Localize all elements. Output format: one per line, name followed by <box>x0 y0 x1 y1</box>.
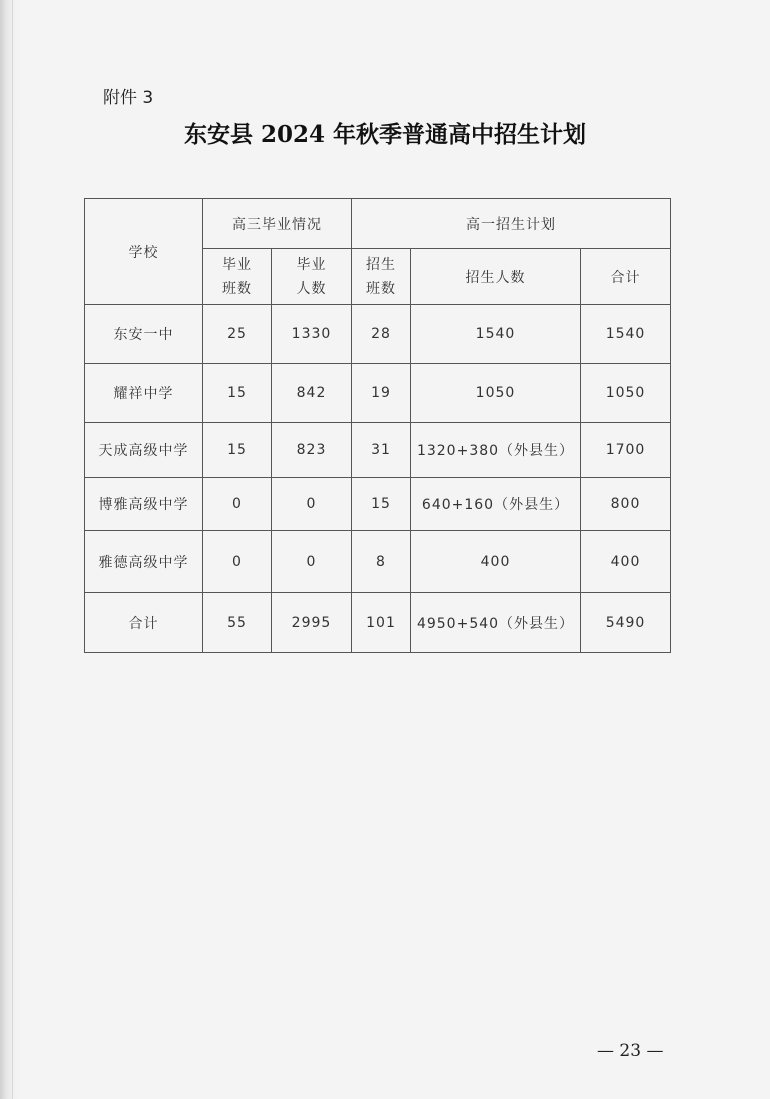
header-school: 学校 <box>85 199 203 305</box>
cell-enroll-students: 4950+540（外县生） <box>411 593 581 653</box>
cell-total: 5490 <box>581 593 671 653</box>
cell-enroll-students: 400 <box>411 531 581 593</box>
cell-enroll-classes: 101 <box>352 593 411 653</box>
cell-school: 雅德高级中学 <box>85 531 203 593</box>
enrollment-plan-table <box>84 198 671 653</box>
cell-enroll-classes: 15 <box>352 478 411 531</box>
cell-school: 合计 <box>85 593 203 653</box>
cell-grad-students: 842 <box>272 364 352 423</box>
cell-grad-students: 823 <box>272 423 352 478</box>
cell-school: 耀祥中学 <box>85 364 203 423</box>
cell-school: 博雅高级中学 <box>85 478 203 531</box>
cell-total: 1700 <box>581 423 671 478</box>
header-enroll-students: 招生人数 <box>411 249 581 305</box>
cell-total: 400 <box>581 531 671 593</box>
header-grad-classes-line1: 毕业 <box>222 256 252 273</box>
table-total-row <box>85 593 671 653</box>
cell-grad-students: 1330 <box>272 305 352 364</box>
header-grad-students-line2: 人数 <box>296 280 327 297</box>
header-enroll-classes-line1: 招生 <box>366 256 396 273</box>
table-row <box>85 531 671 593</box>
header-total: 合计 <box>581 249 671 305</box>
table-header-row <box>85 199 671 249</box>
header-grad-students <box>272 249 352 305</box>
cell-enroll-students: 1540 <box>411 305 581 364</box>
cell-school: 东安一中 <box>85 305 203 364</box>
cell-grad-classes: 15 <box>203 423 272 478</box>
scan-binding-line <box>12 0 13 1099</box>
header-grad-classes <box>203 249 272 305</box>
cell-grad-students: 2995 <box>272 593 352 653</box>
document-title: 东安县 2024 年秋季普通高中招生计划 <box>183 121 587 148</box>
cell-grad-students: 0 <box>272 478 352 531</box>
header-enroll-classes-line2: 班数 <box>366 280 396 297</box>
cell-enroll-classes: 8 <box>352 531 411 593</box>
cell-enroll-students: 1320+380（外县生） <box>411 423 581 478</box>
cell-grad-classes: 0 <box>203 478 272 531</box>
header-grad-classes-line2: 班数 <box>222 280 252 297</box>
cell-total: 1050 <box>581 364 671 423</box>
cell-total: 800 <box>581 478 671 531</box>
header-grad-group: 高三毕业情况 <box>203 199 352 249</box>
cell-grad-classes: 0 <box>203 531 272 593</box>
table-row <box>85 478 671 531</box>
table-row <box>85 423 671 478</box>
cell-enroll-students: 640+160（外县生） <box>411 478 581 531</box>
table-row <box>85 364 671 423</box>
cell-total: 1540 <box>581 305 671 364</box>
scan-edge-shadow <box>0 0 22 1099</box>
cell-school: 天成高级中学 <box>85 423 203 478</box>
header-grad-students-line1: 毕业 <box>296 256 327 273</box>
table-row <box>85 305 671 364</box>
cell-enroll-classes: 31 <box>352 423 411 478</box>
attachment-label: 附件 3 <box>103 88 154 108</box>
cell-enroll-students: 1050 <box>411 364 581 423</box>
cell-grad-classes: 55 <box>203 593 272 653</box>
cell-grad-classes: 25 <box>203 305 272 364</box>
header-enroll-classes <box>352 249 411 305</box>
cell-enroll-classes: 28 <box>352 305 411 364</box>
cell-grad-students: 0 <box>272 531 352 593</box>
cell-enroll-classes: 19 <box>352 364 411 423</box>
page-number: — 23 — <box>597 1041 664 1061</box>
header-enroll-group: 高一招生计划 <box>352 199 671 249</box>
cell-grad-classes: 15 <box>203 364 272 423</box>
